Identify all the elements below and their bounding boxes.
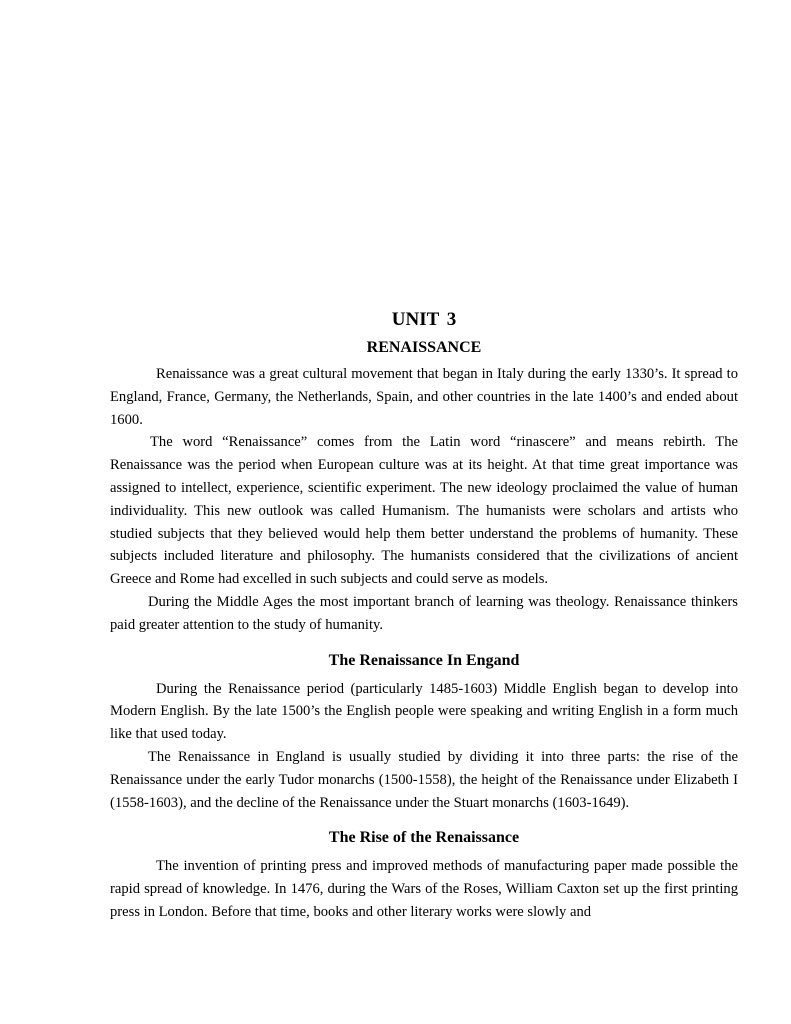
document-page [110, 300, 738, 924]
england-paragraph-2: The Renaissance in England is usually studied by dividing it into three parts: the rise of the Renaissance under the early Tudor monarchs (1500-1558), the height of the Renaissance under Elizabeth I (1558-1603), and the decline of the Renaissance under the Stuart monarchs (1603-1649). [110, 748, 738, 811]
rise-section [110, 855, 738, 923]
section-heading-england: The Renaissance In Engand [328, 651, 520, 669]
section-heading-rise: The Rise of the Renaissance [328, 829, 520, 847]
unit-title: UNIT 3 [391, 309, 457, 330]
england-paragraph-1: During the Renaissance period (particularly 1485-1603) Middle English began to develop into Modern English. By the late 1500’s the English people were speaking and writing English in a form much like that used today. [110, 680, 738, 743]
intro-paragraph-3: During the Middle Ages the most important branch of learning was theology. Renaissance thinkers paid greater attention to the study of humanity. [110, 593, 738, 633]
england-section [110, 678, 738, 815]
intro-paragraph-2: The word “Renaissance” comes from the Latin word “rinascere” and means rebirth. The Renaissance was the period when European culture was at its height. At that time great importance was assigned to intellect, experience, scientific experiment. The new ideology proclaimed the value of human individuality. This new outlook was called Humanism. The humanists were scholars and artists who studied subjects that they believed would help them better understand the problems of humanity. These subjects included literature and philosophy. The humanists considered that the civilizations of ancient Greece and Rome had excelled in such subjects and could serve as models. [110, 434, 738, 588]
unit-subtitle: RENAISSANCE [366, 339, 482, 356]
intro-section [110, 363, 738, 637]
rise-paragraph-1: The invention of printing press and improved methods of manufacturing paper made possible the rapid spread of knowledge. In 1476, during the Wars of the Roses, William Caxton set up the first printing press in London. Before that time, books and other literary works were slowly and [110, 858, 738, 920]
intro-paragraph-1: Renaissance was a great cultural movement that began in Italy during the early 1330’s. It spread to England, France, Germany, the Netherlands, Spain, and other countries in the late 1400’s and ended about 1600. [110, 366, 738, 428]
